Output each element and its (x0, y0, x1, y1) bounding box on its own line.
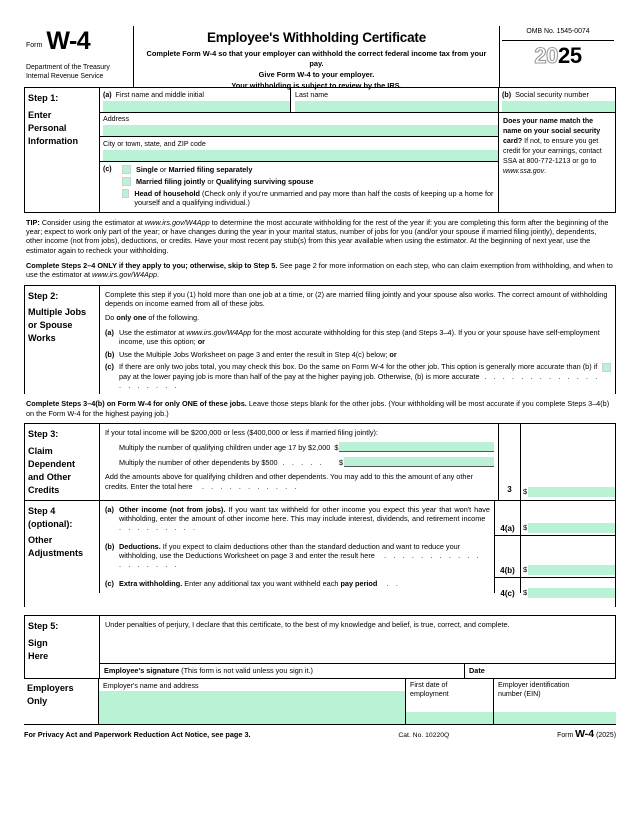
step-4c-amount-row (521, 588, 615, 598)
filing-status-option-hoh[interactable] (122, 189, 498, 208)
employers-title-2: Only (27, 695, 48, 706)
step-2-option-c-text: If there are only two jobs total, you may check this box. Do the same on Form W-4 for the other job. This option is generally more accurate than (b) if pay at the lower paying job is more than half of the pay at the higher paying job. Otherwise, (b) is more accurate . . . . . . . . . . . . . . . . . . . . (119, 362, 611, 390)
step-4-section (24, 500, 616, 598)
employer-name-cell (98, 679, 406, 724)
leader-dots-step4c: . . (377, 578, 401, 588)
complete-steps-note: Complete Steps 2–4 ONLY if they apply to you; otherwise, skip to Step 5. See page 2 for more information on each step, who can claim exemption from withholding, and when to use the estimator at www.irs.gov/W4App. (26, 260, 613, 280)
irs-w4app-link-1[interactable]: www.irs.gov/W4App (144, 217, 210, 227)
page-title: Employee's Withholding Certificate (206, 30, 427, 45)
step-4-item-c-text: Extra withholding. Enter any additional tax you want withheld each pay period . . (119, 578, 401, 588)
step-4c-input[interactable] (528, 588, 615, 598)
step-4-line-number-col (494, 501, 520, 598)
step-2-marker-c: (c) (105, 362, 114, 372)
perjury-statement: Under penalties of perjury, I declare that this certificate, to the best of my knowledge and belief, is true, correct, and complete. (105, 619, 510, 629)
step-4b-input[interactable] (528, 565, 615, 575)
last-name-cell (291, 88, 498, 112)
employer-ein-input[interactable] (494, 712, 616, 724)
step-2-section (24, 285, 616, 395)
employer-first-date-cell (406, 679, 494, 724)
city-cell (100, 137, 498, 162)
step-3-line-1-label: Multiply the number of qualifying children under age 17 by $2,000 (119, 443, 331, 453)
step-3-body (99, 424, 498, 500)
irs-w4app-link-2[interactable]: www.irs.gov/W4App (92, 270, 158, 280)
step-4-item-a (105, 505, 490, 533)
irs-w4app-link-3[interactable]: www.irs.gov/W4App (186, 327, 252, 337)
form-masthead (24, 26, 616, 88)
step-4-title-optional: (optional): (28, 518, 73, 529)
step-2-do-only-one: Do only one of the following. (105, 313, 200, 323)
step-4-heading (25, 501, 99, 593)
step-5-section (24, 615, 616, 678)
step-4c-line-number: 4(c) (500, 588, 515, 598)
checkbox-icon-hoh[interactable] (122, 189, 129, 198)
step-4a-amount-row (521, 523, 615, 533)
step-4-amount-divider-2 (521, 577, 615, 578)
step-3-line-number-col (498, 424, 520, 500)
form-number-title: W-4 (46, 27, 91, 55)
step-2-option-b (105, 350, 611, 359)
catalog-number: Cat. No. 10220Q (398, 732, 450, 740)
step-4-marker-c: (c) (105, 578, 114, 588)
step-4-item-b-text: Deductions. If you expect to claim deductions other than the standard deduction and want to reduce your withholding, use the Deductions Worksheet on page 3 and enter the result here . . . . . . . . . . . . . . . . . . (119, 541, 482, 570)
employer-first-date-label-1: First date of (410, 680, 448, 689)
masthead-omb-block (500, 26, 616, 87)
ssn-input[interactable] (502, 101, 615, 112)
step-3-intro: If your total income will be $200,000 or less ($400,000 or less if married filing jointly): (105, 428, 378, 438)
leader-dots-step4b: . . . . . . . . . . . . . . . . . . (119, 550, 482, 570)
step-3-line-1-dollar: $ (334, 443, 339, 453)
masthead-subtitle-3: Your withholding is subject to review by the IRS. (231, 80, 402, 90)
filing-status-label-joint: Married filing jointly or Qualifying surviving spouse (136, 177, 314, 187)
step-4-body (99, 501, 494, 593)
employer-first-date-label-2: employment (410, 690, 449, 699)
step-2-option-b-text: Use the Multiple Jobs Worksheet on page 3 and enter the result in Step 4(c) below; or (119, 349, 397, 359)
date-label: Date (469, 665, 485, 675)
ssa-website-link[interactable]: www.ssa.gov (503, 167, 545, 175)
step-4b-line-number: 4(b) (500, 565, 515, 575)
employer-ein-label-1: Employer identification (498, 680, 570, 689)
signature-label-rest: (This form is not valid unless you sign it.) (179, 665, 313, 675)
step-4a-dollar: $ (523, 522, 528, 532)
step-2-subtitle-3: Works (28, 333, 56, 344)
address-input[interactable] (103, 125, 498, 136)
step-3-subtitle-1: Claim (28, 446, 53, 457)
step-1-section (25, 88, 615, 213)
step-1-tag-a: (a) (103, 90, 112, 99)
filing-status-label-hoh: Head of household (Check only if you're unmarried and pay more than half the costs of keeping up a home for yourself and a qualifying individual.) (134, 188, 494, 208)
last-name-input[interactable] (295, 101, 498, 112)
employers-title-1: Employers (27, 682, 74, 693)
ssn-label: Social security number (515, 89, 589, 99)
section-gap (24, 607, 616, 615)
department-block (26, 63, 133, 81)
step-3-total-input[interactable] (528, 487, 615, 497)
step-4b-amount-row (521, 565, 615, 575)
step-4-marker-a: (a) (105, 504, 114, 514)
step-3-line-1-input[interactable] (339, 442, 494, 452)
step-4-item-a-text: Other income (not from jobs). If you want tax withheld for other income you expect this year that won't have withholding, enter the amount of other income here. This may include interest, dividends, and retirement income . . . . . . . . . (119, 504, 490, 533)
ssn-note-question: Does your name match the name on your social security card? (503, 117, 601, 145)
step-1-subtitle-3: Information (28, 135, 79, 146)
footer-form-id: Form W-4 (2025) (557, 728, 616, 741)
filing-status-option-single[interactable] (122, 165, 498, 174)
step-3-section (24, 423, 616, 500)
leader-dots-step2c: . . . . . . . . . . . . . . . . . . . . (119, 371, 600, 391)
step-3-subtitle-3: and Other (28, 471, 71, 482)
step-4a-line-number: 4(a) (500, 523, 515, 533)
signature-cell[interactable] (100, 663, 465, 678)
employers-only-section (24, 678, 616, 725)
step-2-option-a (105, 328, 611, 347)
step-3-line-number: 3 (507, 485, 512, 495)
step-1-tag-b: (b) (502, 90, 512, 99)
employer-name-label: Employer's name and address (103, 681, 199, 690)
leader-dots-step4a: . . . . . . . . . (119, 513, 490, 533)
step-2-heading (25, 286, 99, 395)
step-2-subtitle-2: or Spouse (28, 320, 73, 331)
masthead-subtitle-1: Complete Form W-4 so that your employer can withhold the correct federal income tax from your pay. (146, 48, 487, 68)
step-4-divider-1 (495, 535, 520, 536)
step-1-fields (99, 88, 498, 212)
step-5-subtitle-1: Sign (28, 637, 48, 648)
tax-year (502, 42, 614, 68)
leader-dots-step3-3: . . . . . . . . . . . (192, 481, 300, 491)
step-3-subtitle-2: Dependent (28, 458, 75, 469)
step-2-footnote: Complete Steps 3–4(b) on Form W-4 for only ONE of these jobs. Leave those steps blank for the other jobs. (Your withholding will be most accurate if you complete Steps 3–4(b) on the Form W-4 for the highest paying job.) (26, 399, 610, 418)
step-2-body (99, 286, 615, 395)
step-4a-input[interactable] (528, 523, 615, 533)
ssn-help-note: Does your name match the name on your social security card? If not, to ensure you get credit for your earnings, contact SSA at 800-772-1213 or go to www.ssa.gov. (499, 112, 615, 180)
step-2-title: Step 2: (28, 290, 59, 301)
step-4-title: Step 4 (28, 505, 56, 516)
step-1-subtitle-2: Personal (28, 122, 67, 133)
employer-ein-label-2: number (EIN) (498, 690, 541, 699)
employer-ein-cell (494, 679, 616, 724)
filing-status-option-joint[interactable] (122, 177, 498, 186)
step-4-item-b (105, 542, 490, 570)
step-1-title: Step 1: (28, 93, 59, 103)
ssn-cell (499, 88, 615, 112)
filing-status-group (100, 162, 498, 212)
step-3-line-2-input[interactable] (344, 457, 494, 467)
step-3-line-1 (119, 442, 494, 452)
filing-status-label-single: Single or Married filing separately (136, 165, 253, 175)
first-name-label: First name and middle initial (115, 90, 204, 99)
tax-year-prefix: 20 (534, 42, 558, 68)
checkbox-icon-two-jobs[interactable] (602, 363, 611, 372)
step-5-body (99, 616, 615, 678)
city-state-zip-input[interactable] (103, 150, 498, 161)
checkbox-icon-single[interactable] (122, 165, 131, 174)
step-5-heading (25, 616, 99, 678)
step-3-subtitle-4: Credits (28, 484, 60, 495)
address-label: Address (103, 115, 130, 124)
step-4b-dollar: $ (523, 564, 528, 574)
department-line-2: Internal Revenue Service (26, 72, 104, 80)
ssn-note-body: If not, to ensure you get credit for your earnings, contact SSA at 800-772-1213 or go to (503, 137, 602, 165)
step-2-footnote-block (24, 394, 616, 423)
form-w4-page (24, 26, 616, 742)
tip-block (24, 213, 616, 285)
step-4-amount-col (520, 501, 615, 597)
masthead-subtitle-2: Give Form W-4 to your employer. (258, 69, 375, 79)
step-4-item-c (105, 579, 490, 588)
step-3-total-text: Add the amounts above for qualifying children and other dependents. You may add to this the amount of any other credits. Enter the total here . . . . . . . . . . . (105, 472, 473, 491)
tip-paragraph: TIP: Consider using the estimator at www.irs.gov/W4App to determine the most accurate withholding for the rest of the year if: you are completing this form after the beginning of the year; expect to work only part of the year; or have changes during the year in your marital status, number of jobs for you (and/or your spouse if married filing jointly), dependents, other income (not from jobs), deductions, or credits. Have your most recent pay stub(s) from this year available when using the estimator. At the beginning of next year, use the estimator again to recheck your withholding. (26, 217, 609, 255)
step-3-amount-col (520, 424, 615, 500)
step-1-heading (25, 88, 99, 212)
first-name-cell (100, 88, 291, 112)
step-4-divider-2 (495, 577, 520, 578)
step-3-amount-dollar: $ (523, 486, 528, 496)
last-name-label: Last name (295, 90, 329, 99)
step-2-intro: Complete this step if you (1) hold more than one job at a time, or (2) are married filing jointly and your spouse also works. The correct amount of withholding depends on income earned from all of these jobs. (105, 289, 608, 308)
step-5-subtitle-2: Here (28, 650, 49, 661)
employer-first-date-input[interactable] (406, 712, 493, 724)
step-2-marker-b: (b) (105, 349, 115, 359)
step-1-tag-c: (c) (103, 165, 112, 174)
step-5-title: Step 5: (28, 620, 59, 631)
form-word-label: Form (26, 41, 43, 49)
step-2-subtitle-1: Multiple Jobs (28, 307, 87, 318)
city-state-zip-label: City or town, state, and ZIP code (103, 139, 206, 148)
department-line-1: Department of the Treasury (26, 63, 110, 71)
step-1-subtitle-1: Enter (28, 109, 52, 120)
tax-year-suffix: 25 (558, 42, 582, 68)
step-4-subtitle-1: Other (28, 535, 53, 546)
masthead-identity (24, 26, 134, 87)
privacy-act-notice: For Privacy Act and Paperwork Reduction Act Notice, see page 3. (24, 730, 251, 740)
omb-number: OMB No. 1545-0074 (502, 28, 614, 41)
step-3-title: Step 3: (28, 429, 59, 440)
step-3-line-2-dollar: $ (338, 458, 343, 468)
masthead-title-block (134, 26, 500, 90)
name-row (100, 88, 498, 113)
form-body (24, 88, 616, 213)
step-2-option-c (105, 362, 611, 390)
signature-label-bold: Employee's signature (104, 665, 180, 675)
leader-dots-step3-2: . . . . . (282, 458, 325, 468)
checkbox-icon-joint[interactable] (122, 177, 131, 186)
step-3-amount-row (521, 487, 615, 497)
employer-name-input[interactable] (99, 691, 405, 724)
step-3-line-2 (119, 457, 494, 467)
step-2-option-a-text: Use the estimator at www.irs.gov/W4App for the most accurate withholding for this step (and Steps 3–4). If you or your spouse have self-employment income, use this option; or (119, 327, 600, 346)
step-4-amount-divider-1 (521, 535, 615, 536)
step-4-marker-b: (b) (105, 541, 115, 551)
step-4c-dollar: $ (523, 587, 528, 597)
address-cell (100, 113, 498, 138)
step-4-subtitle-2: Adjustments (28, 548, 84, 559)
ssn-column (498, 88, 615, 212)
step-3-line-2-label: Multiply the number of other dependents by $500 (119, 458, 278, 468)
step-2-marker-a: (a) (105, 327, 114, 337)
first-name-input[interactable] (103, 101, 290, 112)
signature-date-cell[interactable] (465, 663, 615, 678)
signature-row (100, 663, 615, 678)
employers-only-heading (24, 679, 98, 724)
step-3-heading (25, 424, 99, 500)
form-footer (24, 725, 616, 742)
